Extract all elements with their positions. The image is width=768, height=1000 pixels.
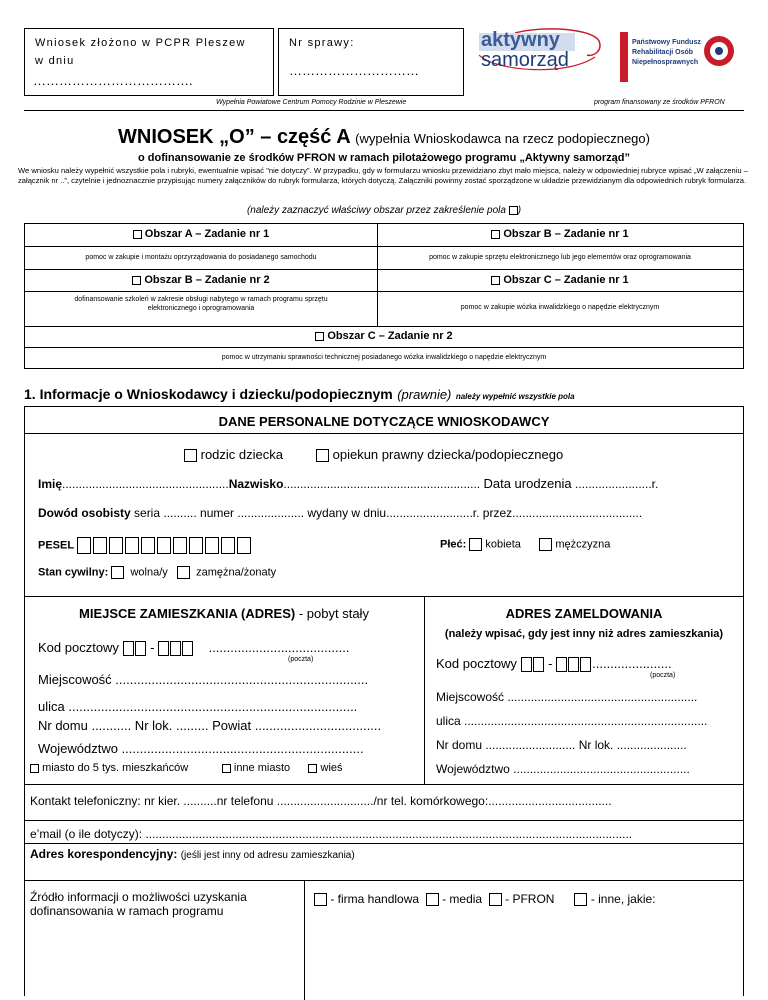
married-checkbox[interactable] (177, 566, 190, 579)
correspondence-row[interactable]: Adres korespondencyjny: (jeśli jest inny od adresu zamieszkania) (30, 847, 355, 861)
title-main: WNIOSEK „O” – część A (118, 126, 351, 148)
area-c2-desc: pomoc w utrzymaniu sprawności technicznej posiadanego wózka inwalidzkiego o napędzie elektrycznym (221, 354, 547, 361)
area-hint-text: (należy zaznaczyć właściwy obszar przez zakreślenie pola (246, 205, 506, 216)
src-media-checkbox[interactable] (426, 893, 439, 906)
pfron-emblem (704, 36, 734, 66)
area-c2-checkbox[interactable] (315, 332, 324, 341)
female-checkbox[interactable] (469, 538, 482, 551)
src-company-checkbox[interactable] (314, 893, 327, 906)
source-label: Źródło informacji o możliwości uzyskania dofinansowania w ramach programu (30, 890, 247, 918)
aktywny-samorzad-logo (475, 27, 605, 75)
sex-row[interactable]: Płeć: kobieta mężczyzna (440, 538, 611, 551)
town-small-checkbox[interactable] (30, 764, 39, 773)
post-office-label: (poczta) (288, 656, 314, 663)
single-checkbox[interactable] (111, 566, 124, 579)
area-table (24, 223, 744, 369)
area-b2-checkbox[interactable] (132, 276, 141, 285)
date-field[interactable]: ………………………………. (33, 73, 193, 88)
logo-word1: aktywny (481, 29, 560, 51)
section1-heading: 1. Informacje o Wnioskodawcy i dziecku/podopiecznym (prawnie) należy wypełnić wszystkie pola (24, 386, 575, 402)
pesel-row[interactable]: PESEL (38, 537, 253, 554)
email-field[interactable]: e’mail (o ile dotyczy): .................................................................................................................................................. (30, 827, 633, 841)
opt-parent[interactable]: rodzic dziecka (184, 447, 283, 462)
house-field[interactable]: Nr domu ........... Nr lok. ......... Powiat ................................... (38, 718, 382, 733)
form-title (0, 126, 768, 149)
pfron-logo (620, 32, 738, 88)
area-b2[interactable]: Obszar B – Zadanie nr 2 (25, 274, 377, 286)
src-pfron-checkbox[interactable] (489, 893, 502, 906)
parent-checkbox[interactable] (184, 449, 197, 462)
opt-guardian[interactable]: opiekun prawny dziecka/podopiecznego (316, 447, 563, 462)
registered-title: ADRES ZAMELDOWANIA (505, 606, 663, 621)
locality-type-row[interactable]: miasto do 5 tys. mieszkańców inne miasto wieś (30, 762, 343, 774)
instruction-text: We wniosku należy wypełnić wszystkie pola i rubryki, ewentualnie wpisać "nie dotyczy". W przypadku, gdy w formularzu wniosku przewidziano zbyt mało miejsca, należy w odpowiedniej rubryce wpisać „W załączeniu – załącznik nr ..”, czytelnie i jednoznacznie przypisując numery załączników do rubryk formularza, których dotyczą. Załączniki powinny zostać sporządzone w układzie przewidzianym dla odpowiednich rubryk formularza. (18, 166, 748, 185)
name-row[interactable]: Imię..................................................Nazwisko........................................................... Data urodzenia .......................r. (38, 476, 659, 491)
src-other-checkbox[interactable] (574, 893, 587, 906)
city-field[interactable]: Miejscowość ...................................................................... (38, 672, 369, 687)
subtitle: o dofinansowanie ze środków PFRON w ramach pilotażowego programu „Aktywny samorząd” (137, 152, 631, 164)
case-number-box (278, 28, 464, 96)
id-row[interactable]: Dowód osobisty seria .......... numer .................... wydany w dniu..........................r. przez....................................... (38, 506, 643, 520)
postal-row[interactable]: Kod pocztowy - ....................................... (38, 640, 350, 655)
voivodeship-field-2[interactable]: Województwo ..................................................... (436, 762, 690, 776)
phone-field[interactable]: Kontakt telefoniczny: nr kier. ..........nr telefonu ............................./nr tel. komórkowego:..................................... (30, 794, 612, 808)
area-b1-checkbox[interactable] (491, 230, 500, 239)
area-b2-desc: dofinansowanie szkoleń w zakresie obsługi nabytego w ramach programu sprzętu elektronicznego i oprogramowania (74, 296, 328, 312)
house-field-2[interactable]: Nr domu ........................... Nr lok. ..................... (436, 738, 687, 752)
hint-checkbox-icon (509, 206, 518, 215)
male-checkbox[interactable] (539, 538, 552, 551)
area-b1[interactable]: Obszar B – Zadanie nr 1 (377, 228, 743, 240)
area-c2[interactable]: Obszar C – Zadanie nr 2 (25, 330, 743, 342)
city-field-2[interactable]: Miejscowość ......................................................... (436, 690, 698, 704)
area-a1-checkbox[interactable] (133, 230, 142, 239)
postal-row-2[interactable]: Kod pocztowy - ...................... (436, 656, 672, 671)
case-label: Nr sprawy: (289, 37, 355, 49)
marital-row[interactable]: Stan cywilny: wolna/y zamężna/żonaty (38, 566, 277, 579)
guardian-checkbox[interactable] (316, 449, 329, 462)
area-c1[interactable]: Obszar C – Zadanie nr 1 (377, 274, 743, 286)
funding-note: program finansowany ze środków PFRON (594, 99, 725, 106)
area-c1-desc: pomoc w zakupie wózka inwalidzkiego o napędzie elektrycznym (460, 304, 660, 311)
town-other-checkbox[interactable] (222, 764, 231, 773)
case-field[interactable]: ………………………… (289, 63, 419, 78)
area-a1-desc: pomoc w zakupie i montażu oprzyrządowania do posiadanego samochodu (85, 254, 317, 261)
area-hint: (należy zaznaczyć właściwy obszar przez zakreślenie pola ) (246, 205, 522, 216)
registered-note: (należy wpisać, gdy jest inny niż adres zamieszkania) (444, 628, 724, 640)
date-label: w dniu (35, 55, 75, 67)
title-note: (wypełnia Wnioskodawca na rzecz podopiecznego) (355, 131, 650, 146)
area-b1-desc: pomoc w zakupie sprzętu elektronicznego lub jego elementów oraz oprogramowania (429, 254, 691, 261)
voivodeship-field[interactable]: Województwo ................................................................... (38, 741, 364, 756)
post-office-label-2: (poczta) (650, 672, 676, 679)
source-options[interactable]: - firma handlowa - media - PFRON - inne, jakie: (314, 892, 656, 906)
area-c1-checkbox[interactable] (491, 276, 500, 285)
logo-word2: samorząd (481, 49, 569, 71)
village-checkbox[interactable] (308, 764, 317, 773)
divider (24, 433, 744, 434)
fill-note: Wypełnia Powiatowe Centrum Pomocy Rodzinie w Pleszewie (216, 99, 407, 106)
header-divider (24, 110, 744, 111)
street-field[interactable]: ulica ................................................................................ (38, 699, 358, 714)
personal-title: DANE PERSONALNE DOTYCZĄCE WNIOSKODAWCY (218, 414, 550, 429)
submission-box (24, 28, 274, 96)
residence-title: MIEJSCE ZAMIESZKANIA (ADRES) - pobyt stały (79, 606, 369, 621)
pfron-text: Państwowy Fundusz Rehabilitacji Osób Niepełnosprawnych (632, 39, 701, 66)
area-a1[interactable]: Obszar A – Zadanie nr 1 (25, 228, 377, 240)
street-field-2[interactable]: ulica ......................................................................... (436, 714, 708, 728)
submitted-label: Wniosek złożono w PCPR Pleszew (35, 37, 246, 49)
